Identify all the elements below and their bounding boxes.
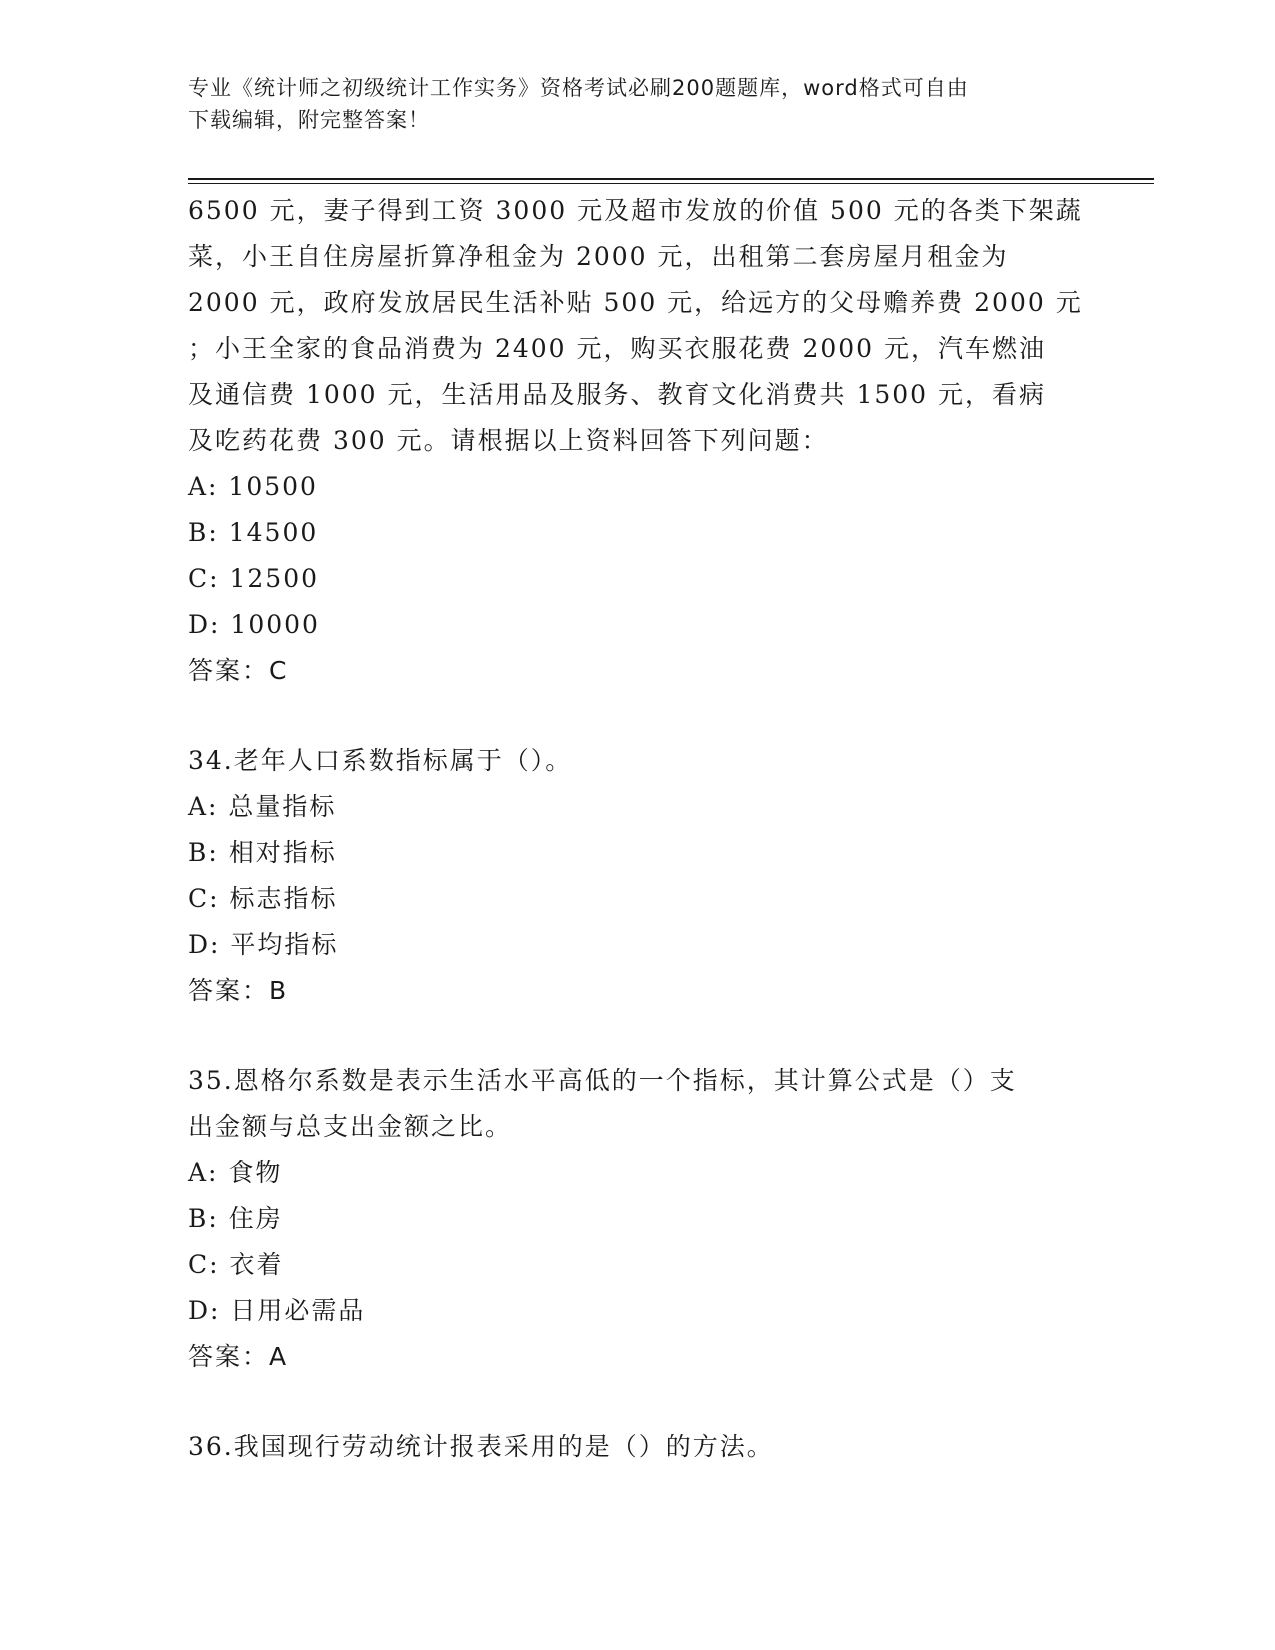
answer: 答案：A [188,1342,289,1371]
question-stem-line: 及吃药花费 300 元。请根据以上资料回答下列问题： [188,426,829,455]
option-c: C: 衣着 [188,1250,284,1279]
option-b: B: 相对指标 [188,838,337,867]
question-stem-line: 菜，小王自住房屋折算净租金为 2000 元，出租第二套房屋月租金为 [188,242,1009,271]
question-stem-line: 34.老年人口系数指标属于（）。 [188,746,573,775]
option-d: D: 10000 [188,610,320,639]
option-b: B: 14500 [188,518,319,547]
option-d: D: 平均指标 [188,930,339,959]
option-c: C: 12500 [188,564,320,593]
question-stem-line: 35.恩格尔系数是表示生活水平高低的一个指标，其计算公式是（）支 [188,1066,1017,1095]
option-b: B: 住房 [188,1204,283,1233]
question-36 [188,1424,1088,1470]
option-a: A: 10500 [188,472,318,501]
option-a: A: 食物 [188,1158,283,1187]
page-header [188,72,1088,136]
option-d: D: 日用必需品 [188,1296,366,1325]
question-33-continued [188,188,1088,694]
answer: 答案：B [188,976,289,1005]
header-rule-thin [188,183,1154,184]
question-stem-line: 6500 元，妻子得到工资 3000 元及超市发放的价值 500 元的各类下架蔬 [188,196,1083,225]
question-35 [188,1058,1088,1380]
option-a: A: 总量指标 [188,792,337,821]
question-stem-line: 出金额与总支出金额之比。 [188,1112,513,1141]
question-34 [188,738,1088,1014]
answer: 答案：C [188,656,289,685]
question-stem-line: 及通信费 1000 元，生活用品及服务、教育文化消费共 1500 元，看病 [188,380,1047,409]
header-title-line-1: 专业《统计师之初级统计工作实务》资格考试必刷200题题库，word格式可自由 [188,76,969,100]
question-stem-line: 2000 元，政府发放居民生活补贴 500 元，给远方的父母赡养费 2000 元 [188,288,1083,317]
option-c: C: 标志指标 [188,884,338,913]
question-stem-line: ；小王全家的食品消费为 2400 元，购买衣服花费 2000 元，汽车燃油 [188,334,1047,363]
question-content [188,188,1088,1470]
question-stem-line: 36.我国现行劳动统计报表采用的是（）的方法。 [188,1432,774,1461]
header-title-line-2: 下载编辑，附完整答案！ [188,108,430,132]
header-rule-thick [188,178,1154,180]
